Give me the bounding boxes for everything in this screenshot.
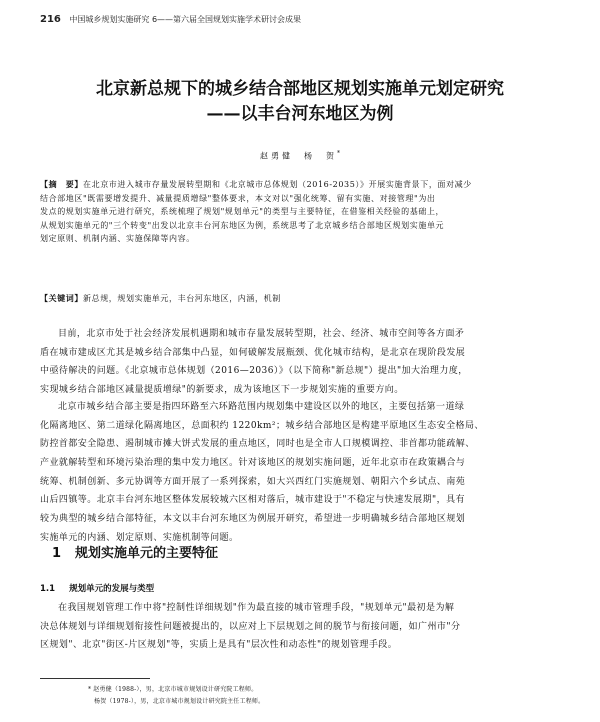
abstract-line: 划定原则、机制内涵、实施保障等内容。 <box>40 234 195 243</box>
subsection-number: 1.1 <box>40 584 56 594</box>
body-line: 区规划"、北京"街区-片区规划"等，实质上是具有"层次性和动态性"的规划管理手段。 <box>40 640 398 651</box>
body-line: 化隔离地区、第二道绿化隔离地区，总面积约 1220km²；城乡结合部地区是构建平原地区生态安全格局、 <box>40 420 484 431</box>
keywords-text: 新总规，规划实施单元，丰台河东地区，内涵，机制 <box>83 294 281 303</box>
body-line: 盾在城市建成区尤其是城乡结合部集中凸显，如何破解发展瓶颈、优化城市结构，是北京在现阶段发展 <box>40 347 466 358</box>
paper-title-line-1: 北京新总规下的城乡结合部地区规划实施单元划定研究 <box>96 79 504 99</box>
author-line <box>0 150 600 162</box>
body-line: 在我国规划管理工作中将"控制性详细规划"作为最直接的城市管理手段，"规划单元"最初是为解 <box>58 603 455 613</box>
body-line: 防控首都安全隐患、遏制城市摊大饼式发展的重点地区，同时也是全市人口规模调控、非首都功能疏解、 <box>40 439 475 450</box>
body-line: 统筹、机制创新、多元协调等方面开展了一系列探索，如大兴西红门实施规划、朝阳六个乡试点、南苑 <box>40 476 466 487</box>
body-paragraph-2 <box>40 398 560 548</box>
keywords-line <box>40 293 560 304</box>
subsection-title: 规划单元的发展与类型 <box>69 584 155 594</box>
author-names: 赵勇健 杨 贺 <box>260 151 337 161</box>
paper-title-line-2: ——以丰台河东地区为例 <box>206 104 394 124</box>
abstract-line <box>40 178 560 192</box>
body-paragraph-1 <box>40 325 560 400</box>
footnotes <box>88 684 560 708</box>
running-title: 中国城乡规划实施研究 6——第六届全国规划实施学术研讨会成果 <box>69 15 302 24</box>
abstract-line: 从规划实施单元的"三个转变"出发以北京丰台河东地区为例，系统思考了北京城乡结合部地区规划实施单元 <box>40 220 445 230</box>
body-line: 目前，北京市处于社会经济发展机遇期和城市存量发展转型期，社会、经济、城市空间等各方面矛 <box>58 329 465 339</box>
running-header <box>40 14 560 25</box>
abstract-text: 在北京市进入城市存量发展转型期和《北京城市总体规划（2016-2035）》开展实施背景下，面对减少 <box>83 180 472 189</box>
section-title: 规划实施单元的主要特征 <box>75 546 219 561</box>
footnote-line: * 赵勇健（1988-），男，北京市城市规划设计研究院工程师。 <box>88 686 258 693</box>
author-footnote-mark: * <box>337 150 340 157</box>
abstract-label: 【摘 要】 <box>40 179 83 189</box>
body-line: 山后四镇等。北京丰台河东地区整体发展较城六区相对落后，城市建设于"不稳定与快速发展期"，具有 <box>40 495 465 506</box>
abstract-block <box>40 178 560 246</box>
body-line: 中亟待解决的问题。《北京城市总体规划（2016—2036）》（以下简称"新总规"）提出"加大治理力度， <box>40 366 468 377</box>
section-heading-1-1 <box>40 582 154 594</box>
body-line: 产业就解转型和环境污染治理的集中发力地区。针对该地区的规划实施问题，近年北京市在政策耦合与 <box>40 458 466 469</box>
body-line: 实施单元的内涵、划定原则、实施机制等问题。 <box>40 532 239 543</box>
abstract-line: 发点的规划实施单元进行研究，系统梳理了规划"规划单元"的类型与主要特征，在借鉴相关经验的基础上， <box>40 207 445 216</box>
page-number: 216 <box>40 14 61 25</box>
footnote-rule <box>40 678 150 679</box>
body-line: 实现城乡结合部地区减量提质增绿"的新要求，成为该地区下一步规划实施的重要方向。 <box>40 385 404 396</box>
section-heading-1 <box>52 542 218 561</box>
abstract-line: 结合部地区"既需要增发提升、减量提质增绿"整体要求，本文对以"强化统筹、留有实施、对接管理"为出 <box>40 193 436 203</box>
keywords-label: 【关键词】 <box>40 293 83 303</box>
section-number: 1 <box>52 546 62 561</box>
body-line: 较为典型的城乡结合部特征，本文以丰台河东地区为例展开研究，希望进一步明确城乡结合部地区规划 <box>40 514 466 525</box>
body-paragraph-3 <box>40 599 560 655</box>
footnote-line: 杨贺（1978-），男，北京市城市规划设计研究院主任工程师。 <box>94 698 265 705</box>
body-line: 决总体规划与详细规划衔接性问题被提出的，以应对上下层规划之间的脱节与衔接问题，如广州市"分 <box>40 621 461 632</box>
body-line: 北京市城乡结合部主要是指四环路至六环路范围内规划集中建设区以外的地区，主要包括第一道绿 <box>58 402 465 412</box>
